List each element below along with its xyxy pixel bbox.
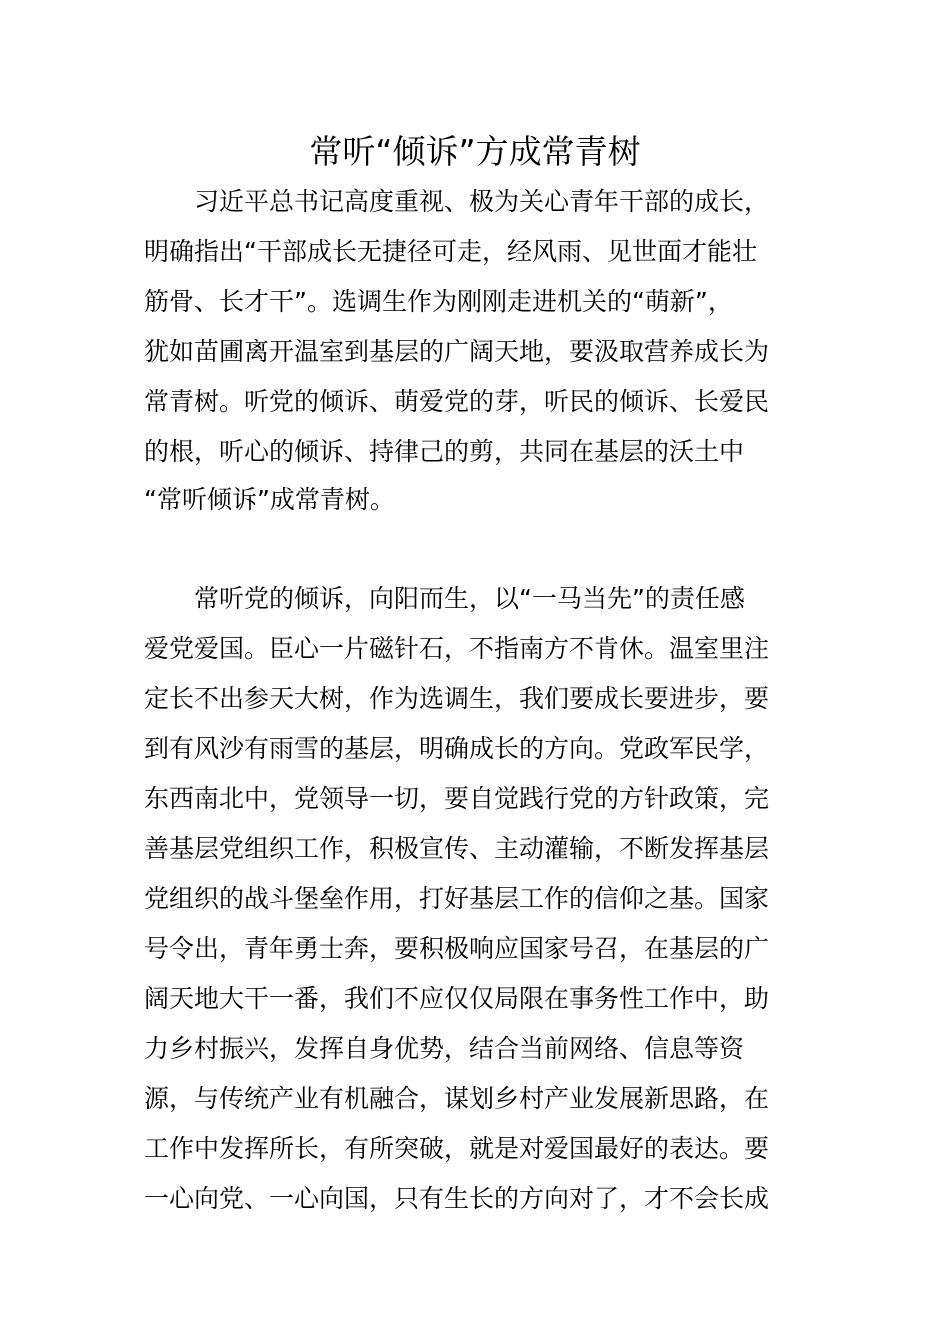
paragraph-2-line-11: 源，与传统产业有机融合，谋划乡村产业发展新思路，在 [144, 1084, 770, 1113]
paragraph-2-line-2: 爱党爱国。臣心一片磁针石，不指南方不肯休。温室里注 [144, 634, 770, 663]
paragraph-2-line-1: 常听党的倾诉，向阳而生，以“一马当先”的责任感 [194, 584, 745, 613]
paragraph-2-line-5: 东西南北中，党领导一切，要自觉践行党的方针政策，完 [144, 784, 770, 813]
paragraph-1-line-4: 犹如苗圃离开温室到基层的广阔天地，要汲取营养成长为 [144, 337, 770, 366]
paragraph-2-line-8: 号令出，青年勇士奔，要积极响应国家号召，在基层的广 [144, 934, 770, 963]
paragraph-2-line-12: 工作中发挥所长，有所突破，就是对爱国最好的表达。要 [144, 1134, 770, 1163]
paragraph-2-line-6: 善基层党组织工作，积极宣传、主动灌输，不断发挥基层 [144, 834, 770, 863]
paragraph-1-line-1: 习近平总书记高度重视、极为关心青年干部的成长， [194, 187, 770, 216]
paragraph-2-line-3: 定长不出参天大树，作为选调生，我们要成长要进步，要 [144, 684, 770, 713]
paragraph-2-line-13: 一心向党、一心向国，只有生长的方向对了，才不会长成 [144, 1184, 770, 1213]
paragraph-2-line-9: 阔天地大干一番，我们不应仅仅局限在事务性工作中，助 [144, 984, 770, 1013]
document-title: 常听“倾诉”方成常青树 [309, 132, 641, 171]
paragraph-2-line-4: 到有风沙有雨雪的基层，明确成长的方向。党政军民学， [144, 734, 770, 763]
paragraph-1-line-5: 常青树。听党的倾诉、萌爱党的芽，听民的倾诉、长爱民 [144, 387, 770, 416]
paragraph-1-line-6: 的根，听心的倾诉、持律己的剪，共同在基层的沃土中 [144, 437, 745, 466]
paragraph-1-line-7: “常听倾诉”成常青树。 [144, 485, 395, 514]
paragraph-1-line-3: 筋骨、长才干”。选调生作为刚刚走进机关的“萌新”， [144, 287, 733, 316]
paragraph-2-line-10: 力乡村振兴，发挥自身优势，结合当前网络、信息等资 [144, 1034, 745, 1063]
paragraph-1-line-2: 明确指出“干部成长无捷径可走，经风雨、见世面才能壮 [144, 237, 757, 266]
paragraph-2-line-7: 党组织的战斗堡垒作用，打好基层工作的信仰之基。国家 [144, 884, 770, 913]
